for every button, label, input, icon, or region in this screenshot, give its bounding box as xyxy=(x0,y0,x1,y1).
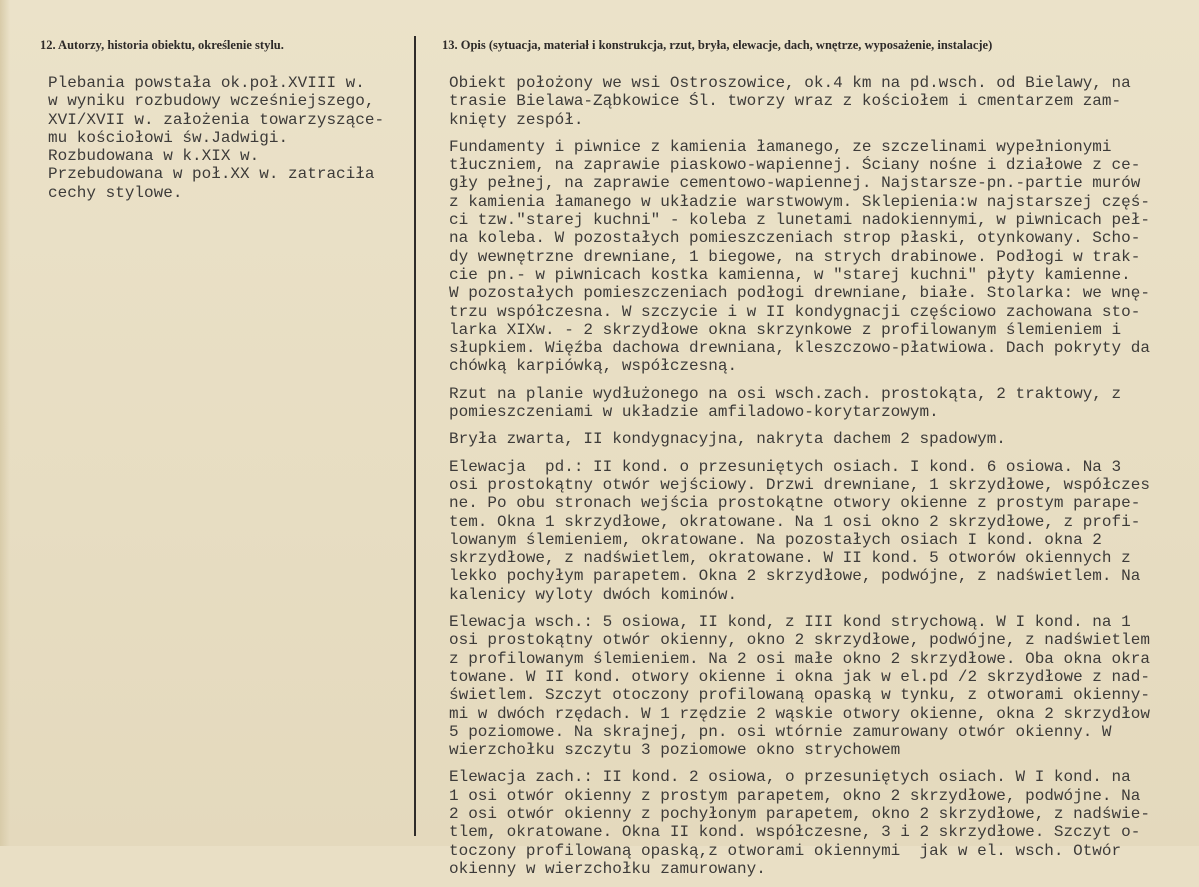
description-text-line: kalenicy wyloty dwóch kominów. xyxy=(449,585,738,604)
description-text-line: wierzchołku szczytu 3 poziomowe okno strychowem xyxy=(449,741,901,760)
description-text-line: z profilowanym ślemieniem. Na 2 osi małe okno 2 skrzydłowe. Oba okna okra xyxy=(449,649,1150,668)
description-text-line: słupkiem. Więźba dachowa drewniana, kleszczowo-płatwiowa. Dach pokryty da xyxy=(449,339,1150,358)
description-text-line: na koleba. W pozostałych pomieszczeniach strop płaski, otynkowany. Scho- xyxy=(449,229,1141,248)
description-text-line: tlem, okratowane. Okna II kond. współczesne, 3 i 2 skrzydłowe. Szczyt o- xyxy=(449,823,1141,842)
section-13-header: 13. Opis (sytuacja, materiał i konstrukcja, rzut, bryła, elewacje, dach, wnętrze, wyposażenie, instalacje) xyxy=(442,38,993,52)
history-text-line: Przebudowana w poł.XX w. zatraciła xyxy=(48,165,375,184)
description-text-line: knięty zespół. xyxy=(449,110,584,129)
section-12-header: 12. Autorzy, historia obiektu, określenie stylu. xyxy=(40,38,284,52)
description-text-line: Bryła zwarta, II kondygnacyjna, nakryta dachem 2 spadowym. xyxy=(449,430,1006,449)
description-text-line: skrzydłowe, z nadświetlem, okratowane. W II kond. 5 otworów okiennych z xyxy=(449,549,1131,568)
description-text-line: dy wewnętrzne drewniane, 1 biegowe, na strych drabinowe. Podłogi w trak- xyxy=(449,247,1141,266)
description-text-line: Elewacja wsch.: 5 osiowa, II kond, z III kond strychową. W I kond. na 1 xyxy=(449,613,1131,632)
description-text-column xyxy=(449,74,1191,887)
description-text-line: mi w dwóch rzędach. W 1 rzędzie 2 wąskie otwory okienne, okna 2 skrzydłow xyxy=(449,704,1150,723)
description-text-line: trzu współczesna. W szczycie i w II kondygnacji częściowo zachowana sto- xyxy=(449,302,1141,321)
description-text-line: larka XIXw. - 2 skrzydłowe okna skrzynkowe z profilowanym ślemieniem i xyxy=(449,320,1122,339)
description-text-line: 5 poziomowe. Na skrajnej, pn. osi wtórnie zamurowany otwór okienny. W xyxy=(449,722,1112,741)
description-text-line: okienny w wierzchołku zamurowany. xyxy=(449,859,766,878)
history-text-line: XVI/XVII w. założenia towarzyszące- xyxy=(48,110,385,129)
description-text-line: Elewacja zach.: II kond. 2 osiowa, o przesuniętych osiach. W I kond. na xyxy=(449,768,1131,787)
description-text-line: ci tzw."starej kuchni" - koleba z lunetami nadokiennymi, w piwnicach peł- xyxy=(449,211,1150,230)
description-text-line: 1 osi otwór okienny z prostym parapetem, okno 2 skrzydłowe, podwójne. Na xyxy=(449,786,1141,805)
description-text-line: z kamienia łamanego w układzie warstwowym. Sklepienia:w najstarszej częś- xyxy=(449,192,1150,211)
description-text-line: osi prostokątny otwór wejściowy. Drzwi drewniane, 1 skrzydłowe, współczes xyxy=(449,475,1150,494)
history-text-column xyxy=(48,74,408,202)
description-text-line: Elewacja pd.: II kond. o przesuniętych osiach. I kond. 6 osiowa. Na 3 xyxy=(449,457,1122,476)
description-text-line: chówką karpiówką, współczesną. xyxy=(449,357,738,376)
history-text-line: cechy stylowe. xyxy=(48,183,183,202)
page-edge-shadow xyxy=(0,0,10,846)
history-text-line: w wyniku rozbudowy wcześniejszego, xyxy=(48,92,375,111)
description-text-line: trasie Bielawa-Ząbkowice Śl. tworzy wraz z kościołem i cmentarzem zam- xyxy=(449,92,1122,111)
description-text-line: tem. Okna 1 skrzydłowe, okratowane. Na 1 osi okno 2 skrzydłowe, z profi- xyxy=(449,512,1141,531)
description-text-line: Fundamenty i piwnice z kamienia łamanego, ze szczelinami wypełnionymi xyxy=(449,137,1112,156)
description-text-line: ne. Po obu stronach wejścia prostokątne otwory okienne z prostym parape- xyxy=(449,494,1141,513)
description-paragraph xyxy=(449,430,1191,448)
description-paragraph xyxy=(449,768,1191,878)
description-text-line: toczony profilowaną opaską,z otworami okiennymi jak w el. wsch. Otwór xyxy=(449,841,1122,860)
history-text-line: Plebania powstała ok.poł.XVIII w. xyxy=(48,74,365,92)
description-text-line: towane. W II kond. otwory okienne i okna jak w el.pd /2 skrzydłowe z nad- xyxy=(449,667,1150,686)
description-paragraph xyxy=(449,458,1191,604)
description-text-line: cie pn.- w piwnicach kostka kamienna, w "starej kuchni" płyty kamienne. xyxy=(449,265,1131,284)
description-paragraph xyxy=(449,74,1191,129)
description-text-line: gły pełnej, na zaprawie cementowo-wapiennej. Najstarsze-pn.-partie murów xyxy=(449,174,1141,193)
history-text-line: Rozbudowana w k.XIX w. xyxy=(48,147,260,166)
description-text-line: pomieszczeniami w układzie amfiladowo-korytarzowym. xyxy=(449,403,939,422)
description-paragraph xyxy=(449,138,1191,376)
description-text-line: W pozostałych pomieszczeniach podłogi drewniane, białe. Stolarka: we wnę- xyxy=(449,284,1150,303)
description-text-line: świetlem. Szczyt otoczony profilowaną opaską w tynku, z otworami okienny- xyxy=(449,686,1150,705)
description-text-line: lowanym ślemieniem, okratowane. Na pozostałych osiach I kond. okna 2 xyxy=(449,530,1102,549)
description-text-line: tłuczniem, na zaprawie piaskowo-wapiennej. Ściany nośne i działowe z ce- xyxy=(449,156,1141,175)
description-paragraph xyxy=(449,613,1191,759)
description-text-line: Rzut na planie wydłużonego na osi wsch.zach. prostokąta, 2 traktowy, z xyxy=(449,384,1122,403)
description-text-line: osi prostokątny otwór okienny, okno 2 skrzydłowe, podwójne, z nadświetlem xyxy=(449,631,1150,650)
description-paragraph xyxy=(449,385,1191,422)
description-text-line: lekko pochyłym parapetem. Okna 2 skrzydłowe, podwójne, z nadświetlem. Na xyxy=(449,567,1141,586)
description-text-line: 2 osi otwór okienny z pochyłonym parapetem, okno 2 skrzydłowe, z nadświe- xyxy=(449,804,1150,823)
column-divider xyxy=(414,36,416,836)
history-text-line: mu kościołowi św.Jadwigi. xyxy=(48,128,289,147)
description-text-line: Obiekt położony we wsi Ostroszowice, ok.4 km na pd.wsch. od Bielawy, na xyxy=(449,74,1131,92)
